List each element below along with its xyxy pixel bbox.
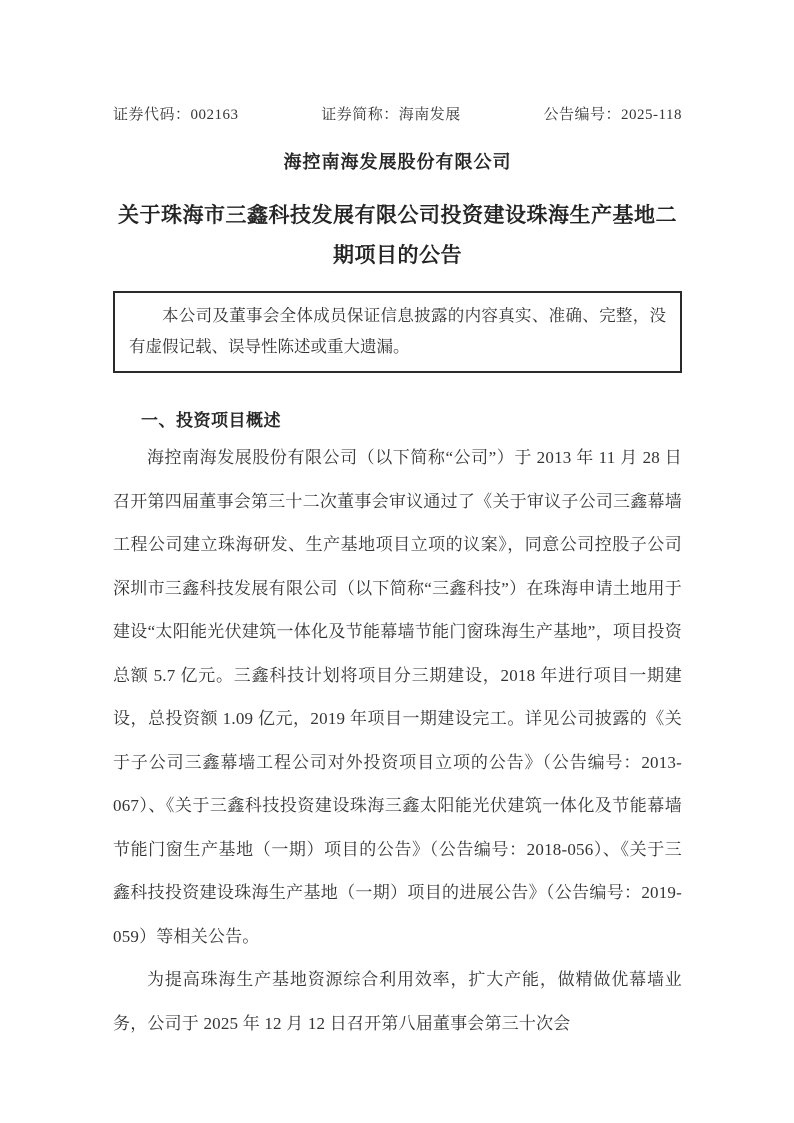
announcement-number-value: 2025-118	[621, 107, 682, 123]
stock-short-name-label: 证券简称：	[321, 107, 399, 123]
stock-code-label: 证券代码：	[113, 107, 191, 123]
section-heading-investment-overview: 一、投资项目概述	[141, 411, 281, 430]
stock-short-name-value: 海南发展	[398, 107, 461, 123]
disclaimer-box	[113, 291, 682, 373]
body-paragraph: 为提高珠海生产基地资源综合利用效率，扩大产能，做精做优幕墙业务，公司于 2025 年 12 月 12 日召开第八届董事会第三十次会	[113, 970, 682, 1033]
body-paragraph: 海控南海发展股份有限公司（以下简称“公司”）于 2013 年 11 月 28 日召开第四届董事会第三十二次董事会审议通过了《关于审议子公司三鑫幕墙工程公司建立珠海研发、生产基地项目立项的议案》，同意公司控股子公司深圳市三鑫科技发展有限公司（以下简称“三鑫科技”）在珠海申请土地用于建设“太阳能光伏建筑一体化及节能幕墙节能门窗珠海生产基地”，项目投资总额 5.7 亿元。三鑫科技计划将项目分三期建设，2018 年进行项目一期建设，总投资额 1.09 亿元，2019 年项目一期建设完工。详见公司披露的《关于子公司三鑫幕墙工程公司对外投资项目立项的公告》（公告编号：2013-067）、《关于三鑫科技投资建设珠海三鑫太阳能光伏建筑一体化及节能幕墙节能门窗生产基地（一期）项目的公告》（公告编号：2018-056）、《关于三鑫科技投资建设珠海生产基地（一期）项目的进展公告》（公告编号：2019-059）等相关公告。	[113, 448, 682, 946]
stock-short-name	[321, 103, 461, 124]
announcement-number-label: 公告编号：	[543, 107, 622, 123]
announcement-number	[544, 103, 682, 124]
announcement-title: 关于珠海市三鑫科技发展有限公司投资建设珠海生产基地二期项目的公告	[118, 203, 677, 267]
section-body	[113, 436, 682, 1045]
disclaimer-text: 本公司及董事会全体成员保证信息披露的内容真实、准确、完整，没有虚假记载、误导性陈述或重大遗漏。	[129, 306, 666, 356]
document-header	[113, 103, 682, 124]
stock-code	[113, 103, 239, 124]
company-name-title: 海控南海发展股份有限公司	[283, 152, 512, 172]
stock-code-value: 002163	[190, 107, 239, 123]
